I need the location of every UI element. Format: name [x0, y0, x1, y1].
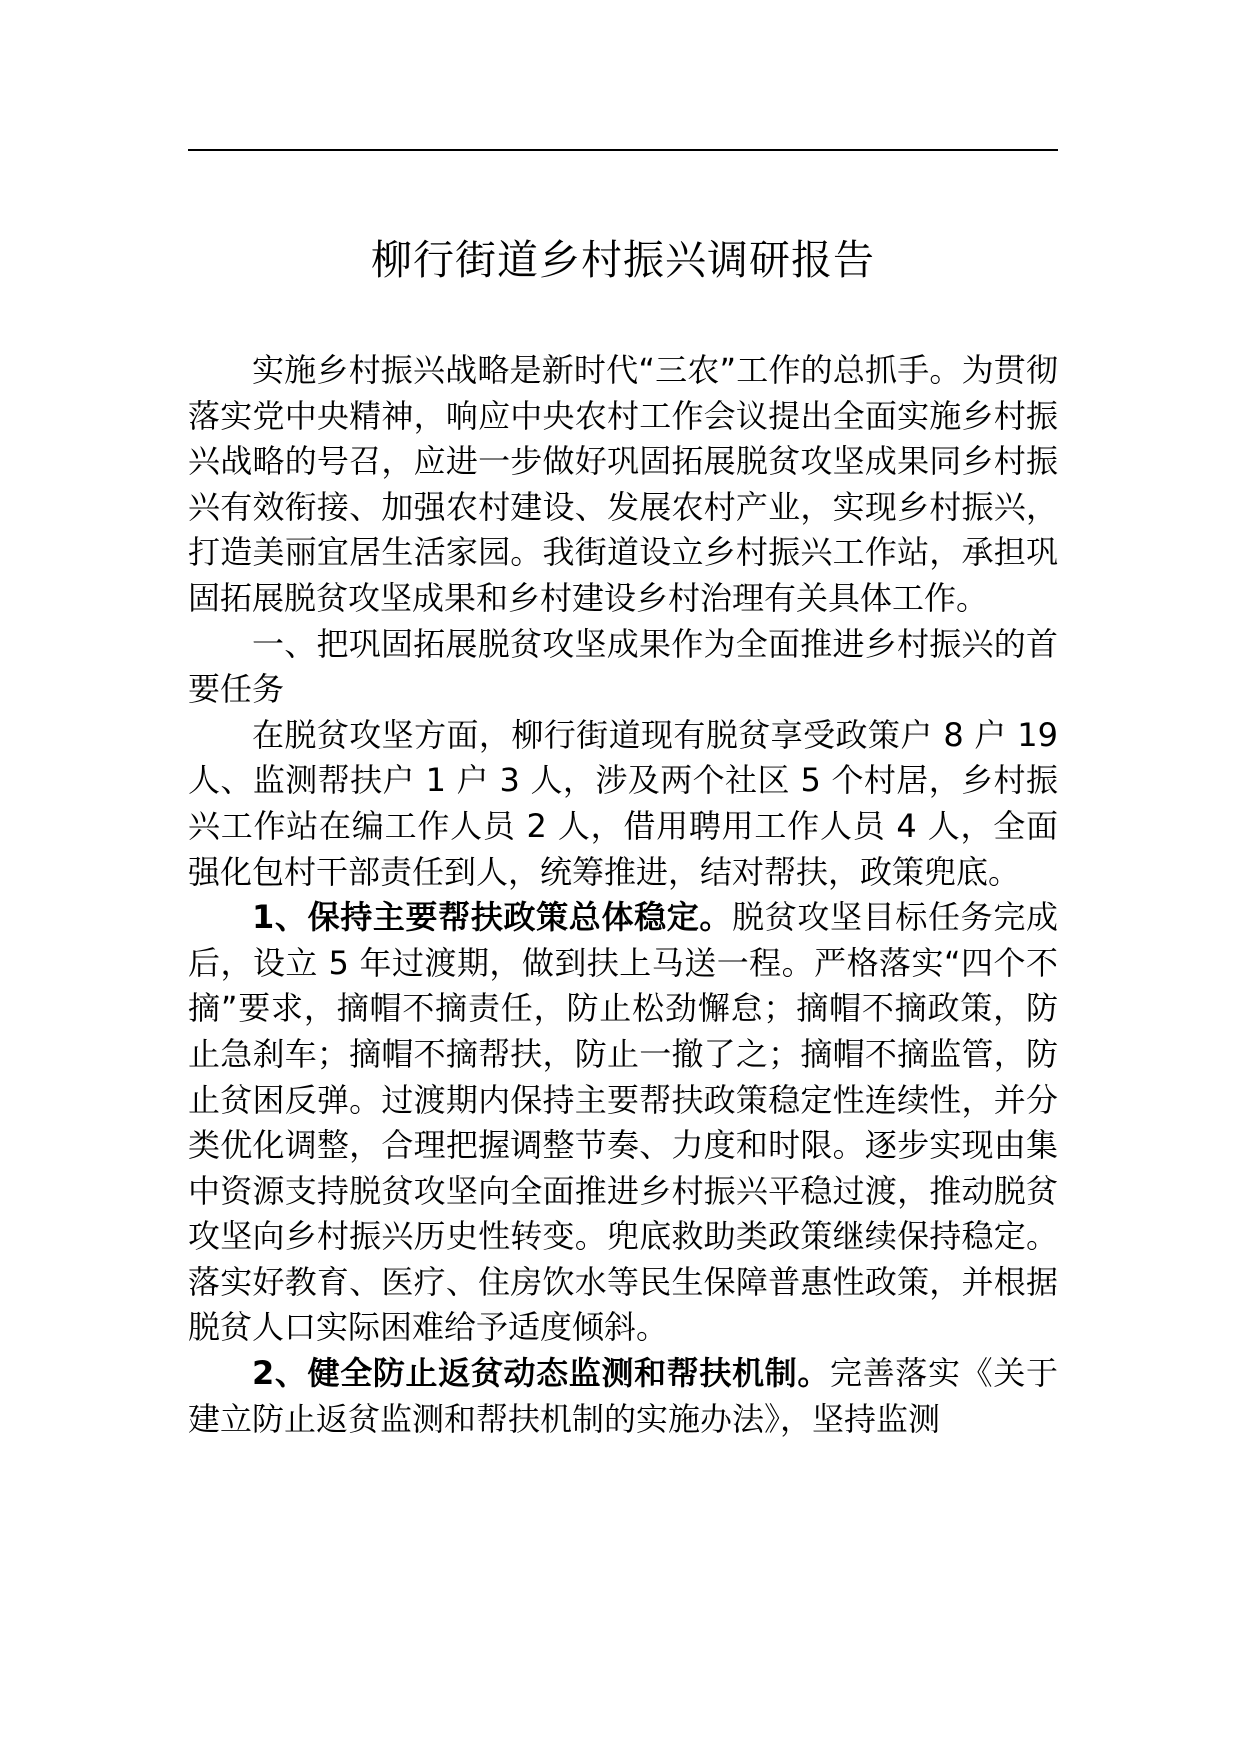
- paragraph-text: 在脱贫攻坚方面，柳行街道现有脱贫享受政策户 8 户 19 人、监测帮扶户 1 户 3 人，涉及两个社区 5 个村居，乡村振兴工作站在编工作人员 2 人，借用聘用工作人员 4 人，全面强化包村干部责任到人，统筹推进，结对帮扶，政策兜底。: [188, 715, 1058, 891]
- document-body: [188, 348, 1058, 1442]
- paragraph-intro: [188, 348, 1058, 622]
- document-title: 柳行街道乡村振兴调研报告: [371, 236, 875, 284]
- paragraph-text: 实施乡村振兴战略是新时代“三农”工作的总抓手。为贯彻落实党中央精神，响应中央农村工作会议提出全面实施乡村振兴战略的号召，应进一步做好巩固拓展脱贫攻坚成果同乡村振兴有效衔接、加强农村建设、发展农村产业，实现乡村振兴，打造美丽宜居生活家园。我街道设立乡村振兴工作站，承担巩固拓展脱贫攻坚成果和乡村建设乡村治理有关具体工作。: [188, 351, 1058, 617]
- section-heading-1: [188, 622, 1058, 713]
- header-rule: [188, 149, 1058, 151]
- paragraph-lead: 2、健全防止返贫动态监测和帮扶机制。: [252, 1354, 831, 1393]
- paragraph-text: 脱贫攻坚目标任务完成后，设立 5 年过渡期，做到扶上马送一程。严格落实“四个不摘”要求，摘帽不摘责任，防止松劲懈怠；摘帽不摘政策，防止急刹车；摘帽不摘帮扶，防止一撤了之；摘帽不摘监管，防止贫困反弹。过渡期内保持主要帮扶政策稳定性连续性，并分类优化调整，合理把握调整节奏、力度和时限。逐步实现由集中资源支持脱贫攻坚向全面推进乡村振兴平稳过渡，推动脱贫攻坚向乡村振兴历史性转变。兜底救助类政策继续保持稳定。落实好教育、医疗、住房饮水等民生保障普惠性政策，并根据脱贫人口实际困难给予适度倾斜。: [188, 898, 1058, 1347]
- paragraph-lead: 1、保持主要帮扶政策总体稳定。: [252, 898, 733, 937]
- paragraph-policy-stability: [188, 895, 1058, 1351]
- paragraph-text: 一、把巩固拓展脱贫攻坚成果作为全面推进乡村振兴的首要任务: [188, 624, 1058, 709]
- paragraph-poverty-status: [188, 713, 1058, 895]
- paragraph-monitoring-mechanism: [188, 1351, 1058, 1442]
- paragraph-text: 完善落实《关于建立防止返贫监测和帮扶机制的实施办法》，坚持监测: [188, 1354, 1058, 1438]
